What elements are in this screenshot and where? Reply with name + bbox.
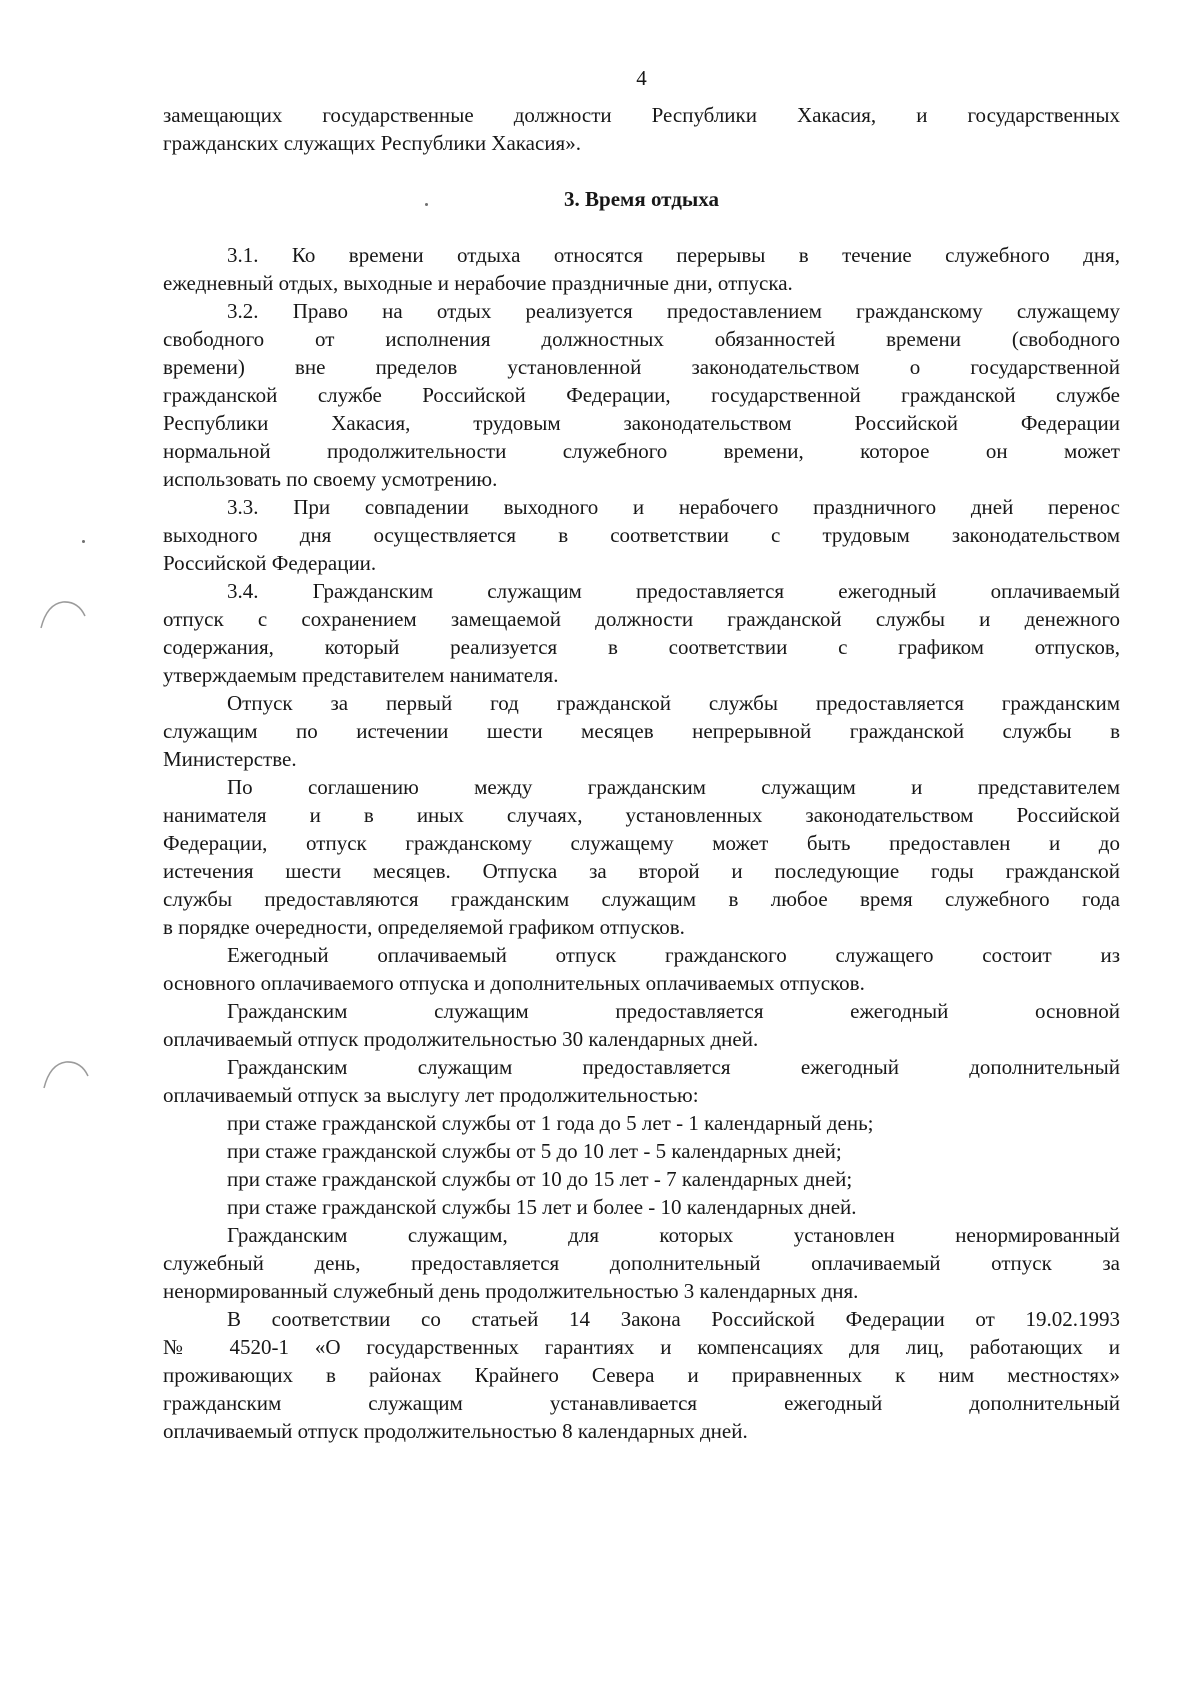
text-line: оплачиваемый отпуск продолжительностью 8 календарных дней. (163, 1419, 748, 1443)
text-line: при стаже гражданской службы от 5 до 10 лет - 5 календарных дней; (227, 1139, 842, 1163)
text-line: Министерстве. (163, 747, 297, 771)
text-line: утверждаемым представителем нанимателя. (163, 663, 559, 687)
text-line: 3.3. При совпадении выходного и нерабочего праздничного дней перенос (227, 495, 1120, 519)
paragraph (163, 101, 1120, 157)
text-line: Гражданским служащим предоставляется ежегодный основной (227, 999, 1120, 1023)
document-body (163, 101, 1120, 1445)
text-line: оплачиваемый отпуск продолжительностью 30 календарных дней. (163, 1027, 759, 1051)
text-line: истечения шести месяцев. Отпуска за второй и последующие годы гражданской (163, 859, 1120, 883)
text-line: служащим по истечении шести месяцев непрерывной гражданской службы в (163, 719, 1120, 743)
paragraph (163, 577, 1120, 689)
paragraph (163, 493, 1120, 577)
text-line: ежедневный отдых, выходные и нерабочие праздничные дни, отпуска. (163, 271, 793, 295)
paragraph (163, 1305, 1120, 1445)
text-line: замещающих государственные должности Республики Хакасия, и государственных (163, 103, 1120, 127)
text-line: гражданских служащих Республики Хакасия». (163, 131, 581, 155)
text-line: По соглашению между гражданским служащим и представителем (227, 775, 1120, 799)
paragraph (163, 941, 1120, 997)
text-line: нормальной продолжительности служебного времени, которое он может (163, 439, 1120, 463)
text-line: использовать по своему усмотрению. (163, 467, 498, 491)
text-line: основного оплачиваемого отпуска и дополнительных оплачиваемых отпусков. (163, 971, 865, 995)
text-line: служебный день, предоставляется дополнительный оплачиваемый отпуск за (163, 1251, 1120, 1275)
paragraph (163, 241, 1120, 297)
paragraph (163, 1165, 1120, 1193)
text-line: проживающих в районах Крайнего Севера и приравненных к ним местностях» (163, 1363, 1120, 1387)
text-line: 3.2. Право на отдых реализуется предоставлением гражданскому служащему (227, 299, 1120, 323)
paragraph (163, 1221, 1120, 1305)
text-line: гражданским служащим устанавливается ежегодный дополнительный (163, 1391, 1120, 1415)
text-line: при стаже гражданской службы от 1 года до 5 лет - 1 календарный день; (227, 1111, 874, 1135)
text-line: Ежегодный оплачиваемый отпуск гражданского служащего состоит из (227, 943, 1120, 967)
text-line: 3.1. Ко времени отдыха относятся перерывы в течение служебного дня, (227, 243, 1120, 267)
text-line: нанимателя и в иных случаях, установленных законодательством Российской (163, 803, 1120, 827)
text-line: содержания, который реализуется в соответствии с графиком отпусков, (163, 635, 1120, 659)
scan-artifact-arc (41, 1058, 91, 1092)
text-line: при стаже гражданской службы от 10 до 15 лет - 7 календарных дней; (227, 1167, 853, 1191)
section-heading (163, 185, 1120, 213)
document-content (163, 64, 1120, 1445)
paragraph (163, 997, 1120, 1053)
paragraph (163, 297, 1120, 493)
text-line: Отпуск за первый год гражданской службы предоставляется гражданским (227, 691, 1120, 715)
text-line: при стаже гражданской службы 15 лет и более - 10 календарных дней. (227, 1195, 857, 1219)
text-line: Гражданским служащим предоставляется ежегодный дополнительный (227, 1055, 1120, 1079)
paragraph (163, 1053, 1120, 1109)
text-line: ненормированный служебный день продолжительностью 3 календарных дня. (163, 1279, 859, 1303)
scan-artifact-arc (38, 598, 88, 632)
paragraph (163, 1193, 1120, 1221)
text-line: отпуск с сохранением замещаемой должности гражданской службы и денежного (163, 607, 1120, 631)
text-line: в порядке очередности, определяемой графиком отпусков. (163, 915, 685, 939)
text-line: 3.4. Гражданским служащим предоставляется ежегодный оплачиваемый (227, 579, 1120, 603)
text-line: оплачиваемый отпуск за выслугу лет продолжительностью: (163, 1083, 699, 1107)
paragraph (163, 689, 1120, 773)
scan-speck (82, 540, 85, 543)
page-number: 4 (636, 66, 647, 90)
text-line: № 4520-1 «О государственных гарантиях и компенсациях для лиц, работающих и (163, 1335, 1120, 1359)
text-line: времени) вне пределов установленной законодательством о государственной (163, 355, 1120, 379)
text-line: Гражданским служащим, для которых установлен ненормированный (227, 1223, 1120, 1247)
paragraph (163, 1109, 1120, 1137)
text-line: гражданской службе Российской Федерации, государственной гражданской службе (163, 383, 1120, 407)
text-line: 3. Время отдыха (564, 187, 719, 211)
text-line: службы предоставляются гражданским служащим в любое время служебного года (163, 887, 1120, 911)
text-line: свободного от исполнения должностных обязанностей времени (свободного (163, 327, 1120, 351)
text-line: выходного дня осуществляется в соответствии с трудовым законодательством (163, 523, 1120, 547)
paragraph (163, 1137, 1120, 1165)
text-line: В соответствии со статьей 14 Закона Российской Федерации от 19.02.1993 (227, 1307, 1120, 1331)
text-line: Республики Хакасия, трудовым законодательством Российской Федерации (163, 411, 1120, 435)
text-line: Федерации, отпуск гражданскому служащему может быть предоставлен и до (163, 831, 1120, 855)
paragraph (163, 773, 1120, 941)
text-line: Российской Федерации. (163, 551, 377, 575)
